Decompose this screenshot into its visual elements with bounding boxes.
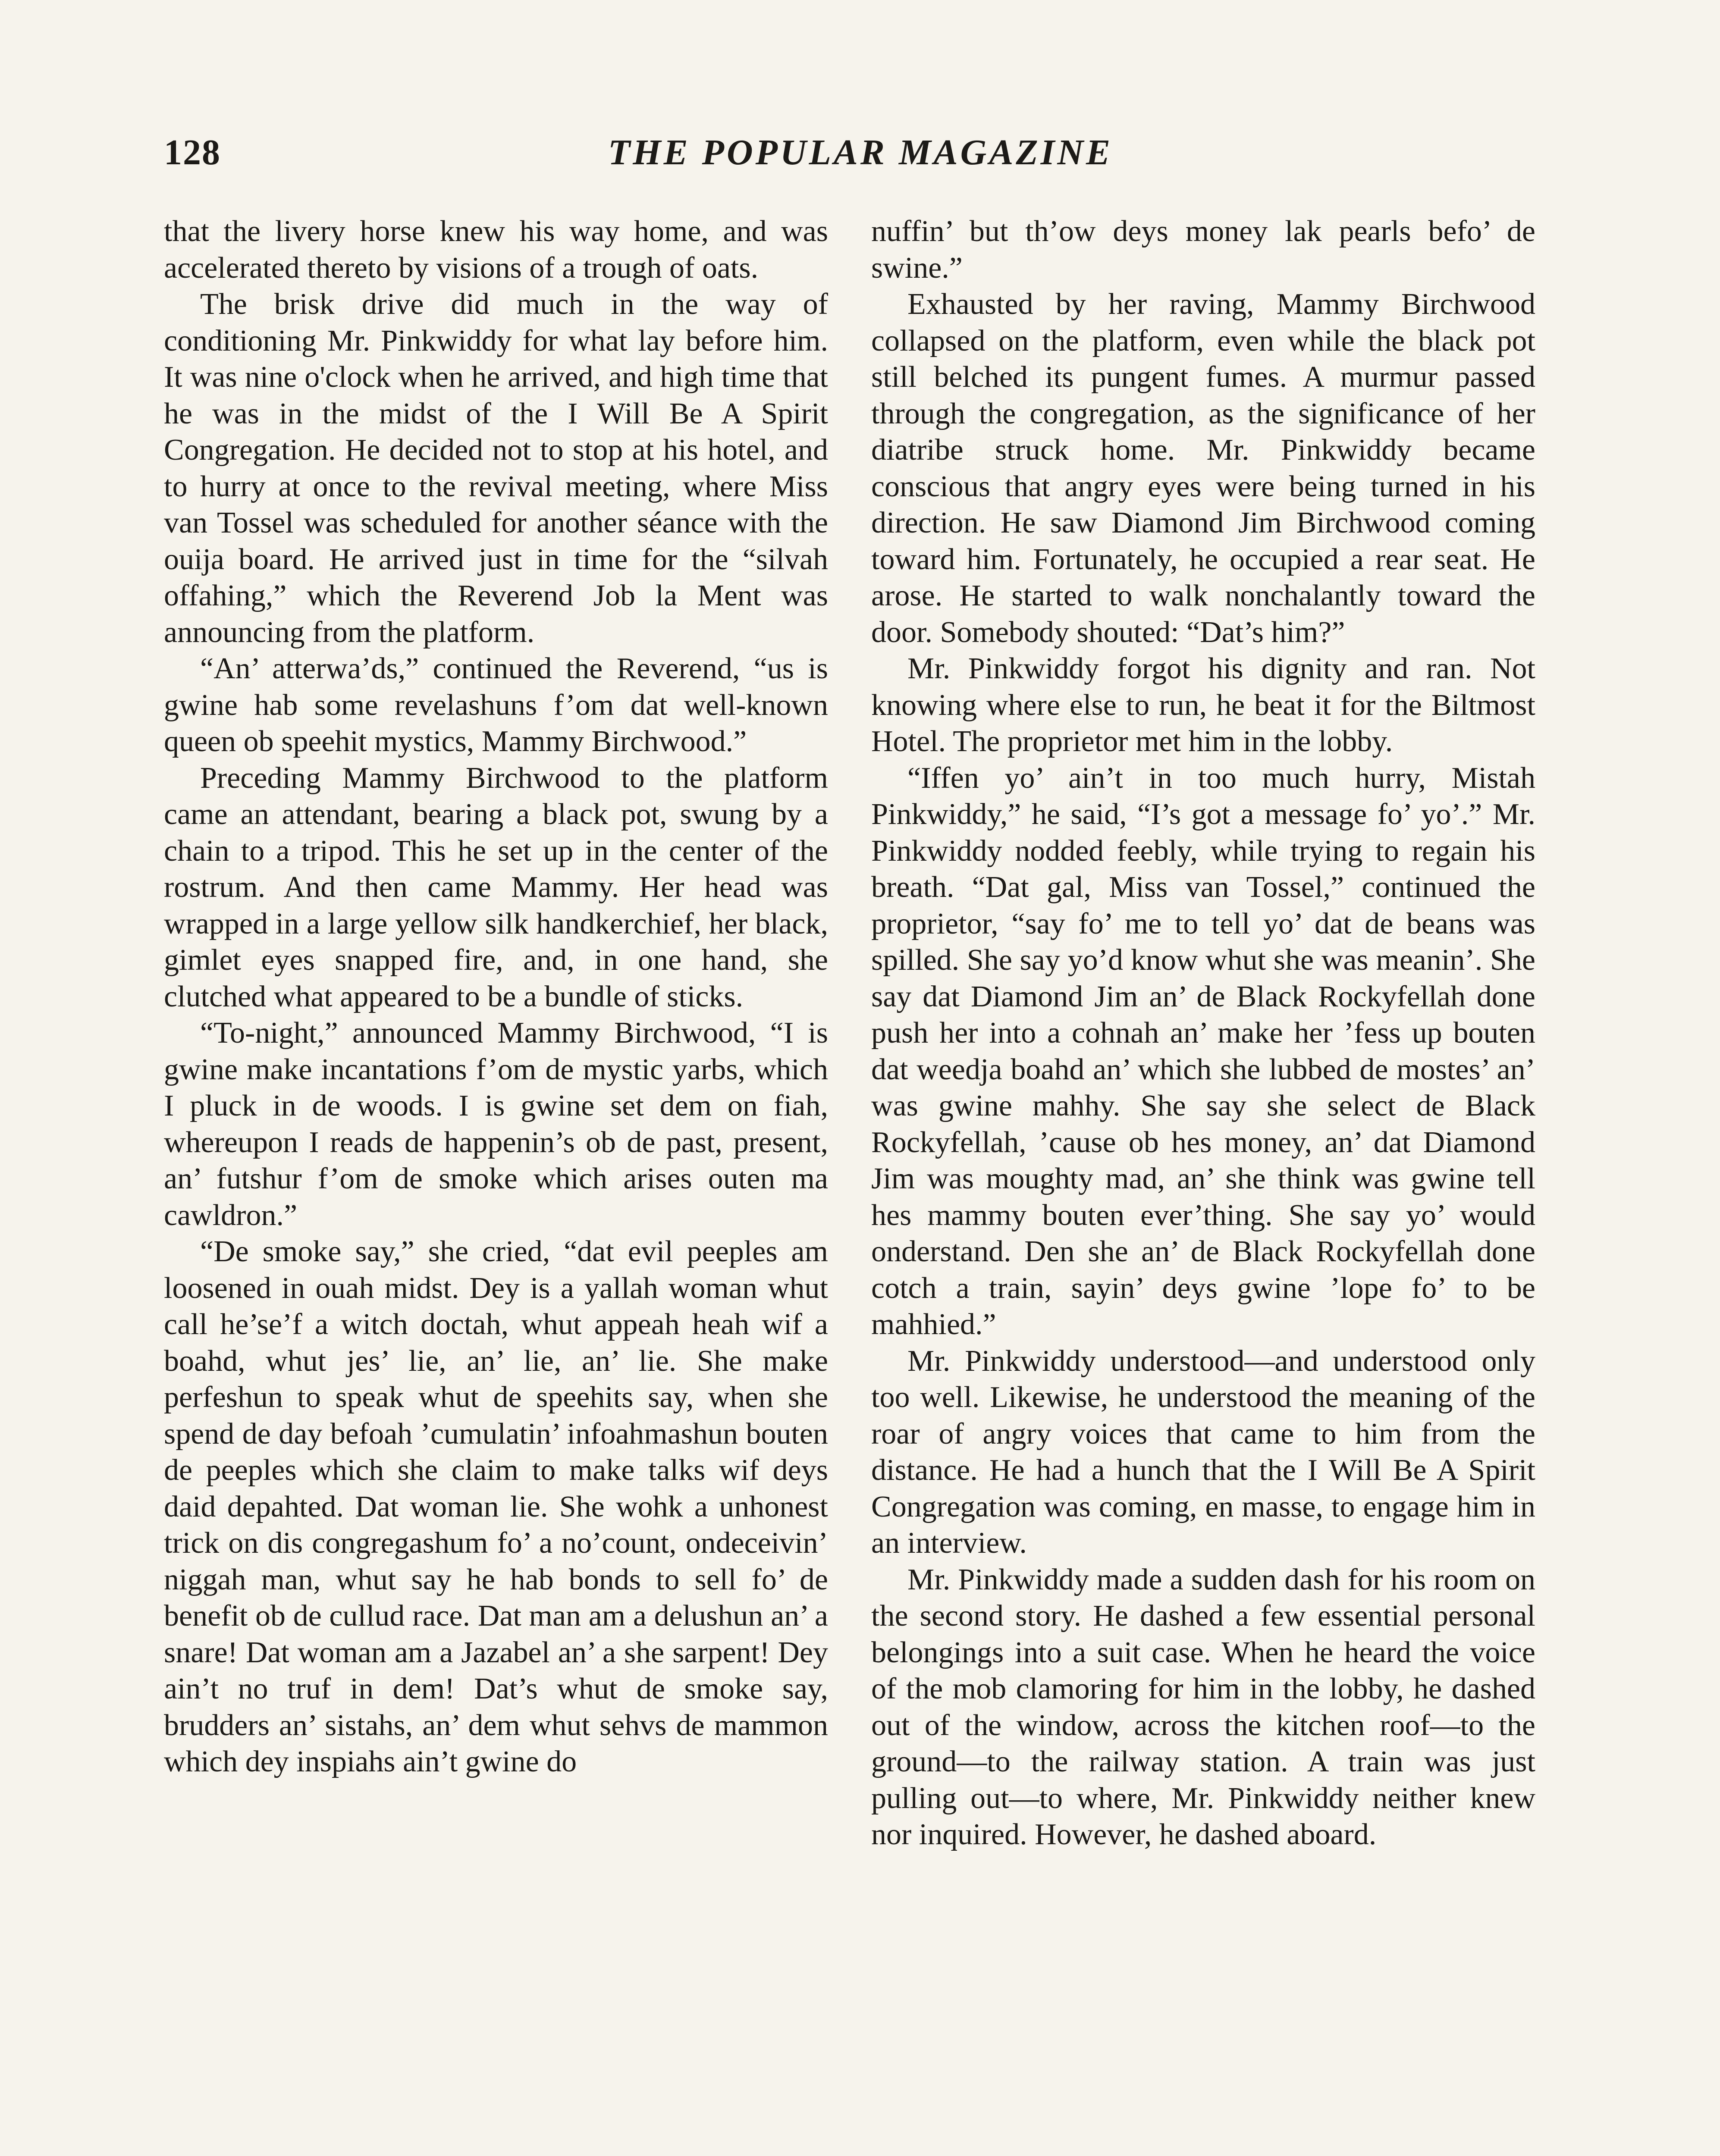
paragraph: Preceding Mammy Birchwood to the platform came an attendant, bearing a black pot, swung by a chain to a tripod. This he set up in the center of the rostrum. And then came Mammy. Her head was wrapped in a large yellow silk handkerchief, her black, gimlet eyes snapped fire, and, in one hand, she clutched what appeared to be a bundle of sticks.: [164, 761, 828, 1013]
right-column: [871, 213, 1535, 1853]
paragraph: that the livery horse knew his way home, and was accelerated thereto by visions of a trough of oats.: [164, 215, 828, 285]
paragraph: Exhausted by her raving, Mammy Birchwood collapsed on the platform, even while the black pot still belched its pungent fumes. A murmur passed through the congregation, as the significance of her diatribe struck home. Mr. Pinkwiddy became conscious that angry eyes were being turned in his direction. He saw Diamond Jim Birchwood coming toward him. Fortunately, he occupied a rear seat. He arose. He started to walk nonchalantly toward the door. Somebody shouted: “Dat’s him?”: [871, 288, 1535, 649]
paragraph: “Iffen yo’ ain’t in too much hurry, Mistah Pinkwiddy,” he said, “I’s got a message fo’ yo’.” Mr. Pinkwiddy nodded feebly, while trying to regain his breath. “Dat gal, Miss van Tossel,” continued the proprietor, “say fo’ me to tell yo’ dat de beans was spilled. She say yo’d know whut she was meanin’. She say dat Diamond Jim an’ de Black Rockyfellah done push her into a cohnah an’ make her ’fess up bouten dat weedja boahd an’ which she lubbed de mostes’ an’ was gwine mahhy. She say she select de Black Rockyfellah, ’cause ob hes money, an’ dat Diamond Jim was moughty mad, an’ she think was gwine tell hes mammy bouten ever’thing. She say yo’ would onderstand. Den she an’ de Black Rockyfellah done cotch a train, sayin’ deys gwine ’lope fo’ to be mahhied.”: [871, 761, 1535, 1341]
paragraph: nuffin’ but th’ow deys money lak pearls befo’ de swine.”: [871, 215, 1535, 285]
paragraph: Mr. Pinkwiddy made a sudden dash for his room on the second story. He dashed a few essential personal belongings into a suit case. When he heard the voice of the mob clamoring for him in the lobby, he dashed out of the window, across the kitchen roof—to the ground—to the railway station. A train was just pulling out—to where, Mr. Pinkwiddy neither knew nor inquired. However, he dashed aboard.: [871, 1563, 1535, 1851]
page-header: [164, 132, 1557, 179]
paragraph: Mr. Pinkwiddy understood—and understood only too well. Likewise, he understood the meaning of the roar of angry voices that came to him from the distance. He had a hunch that the I Will Be A Spirit Congregation was coming, en masse, to engage him in an interview.: [871, 1344, 1535, 1560]
paragraph: The brisk drive did much in the way of conditioning Mr. Pinkwiddy for what lay before him. It was nine o'clock when he arrived, and high time that he was in the midst of the I Will Be A Spirit Congregation. He decided not to stop at his hotel, and to hurry at once to the revival meeting, where Miss van Tossel was scheduled for another séance with the ouija board. He arrived just in time for the “silvah offahing,” which the Reverend Job la Ment was announcing from the platform.: [164, 288, 828, 649]
paragraph: “To-night,” announced Mammy Birchwood, “I is gwine make incantations f’om de mystic yarbs, which I pluck in de woods. I is gwine set dem on fiah, whereupon I reads de happenin’s ob de past, present, an’ futshur f’om de smoke which arises outen ma cawldron.”: [164, 1016, 828, 1232]
magazine-title: THE POPULAR MAGAZINE: [608, 132, 1113, 172]
paragraph: Mr. Pinkwiddy forgot his dignity and ran. Not knowing where else to run, he beat it for the Biltmost Hotel. The proprietor met him in the lobby.: [871, 652, 1535, 758]
paragraph: “De smoke say,” she cried, “dat evil peeples am loosened in ouah midst. Dey is a yallah woman whut call he’se’f a witch doctah, whut appeah heah wif a boahd, whut jes’ lie, an’ lie, an’ lie. She make perfeshun to speak whut de speehits say, when she spend de day befoah ’cumulatin’ infoahmashun bouten de peeples which she claim to make talks wif deys daid depahted. Dat woman lie. She wohk a unhonest trick on dis congregashum fo’ a no’count, ondeceivin’ niggah man, whut say he hab bonds to sell fo’ de benefit ob de cullud race. Dat man am a delushun an’ a snare! Dat woman am a Jazabel an’ a she sarpent! Dey ain’t no truf in dem! Dat’s whut de smoke say, brudders an’ sistahs, an’ dem whut sehvs de mammon which dey inspiahs ain’t gwine do: [164, 1235, 828, 1778]
paragraph: “An’ atterwa’ds,” continued the Reverend, “us is gwine hab some revelashuns f’om dat well-known queen ob speehit mystics, Mammy Birchwood.”: [164, 652, 828, 758]
left-column: [164, 213, 828, 1780]
page-number: 128: [164, 132, 221, 172]
